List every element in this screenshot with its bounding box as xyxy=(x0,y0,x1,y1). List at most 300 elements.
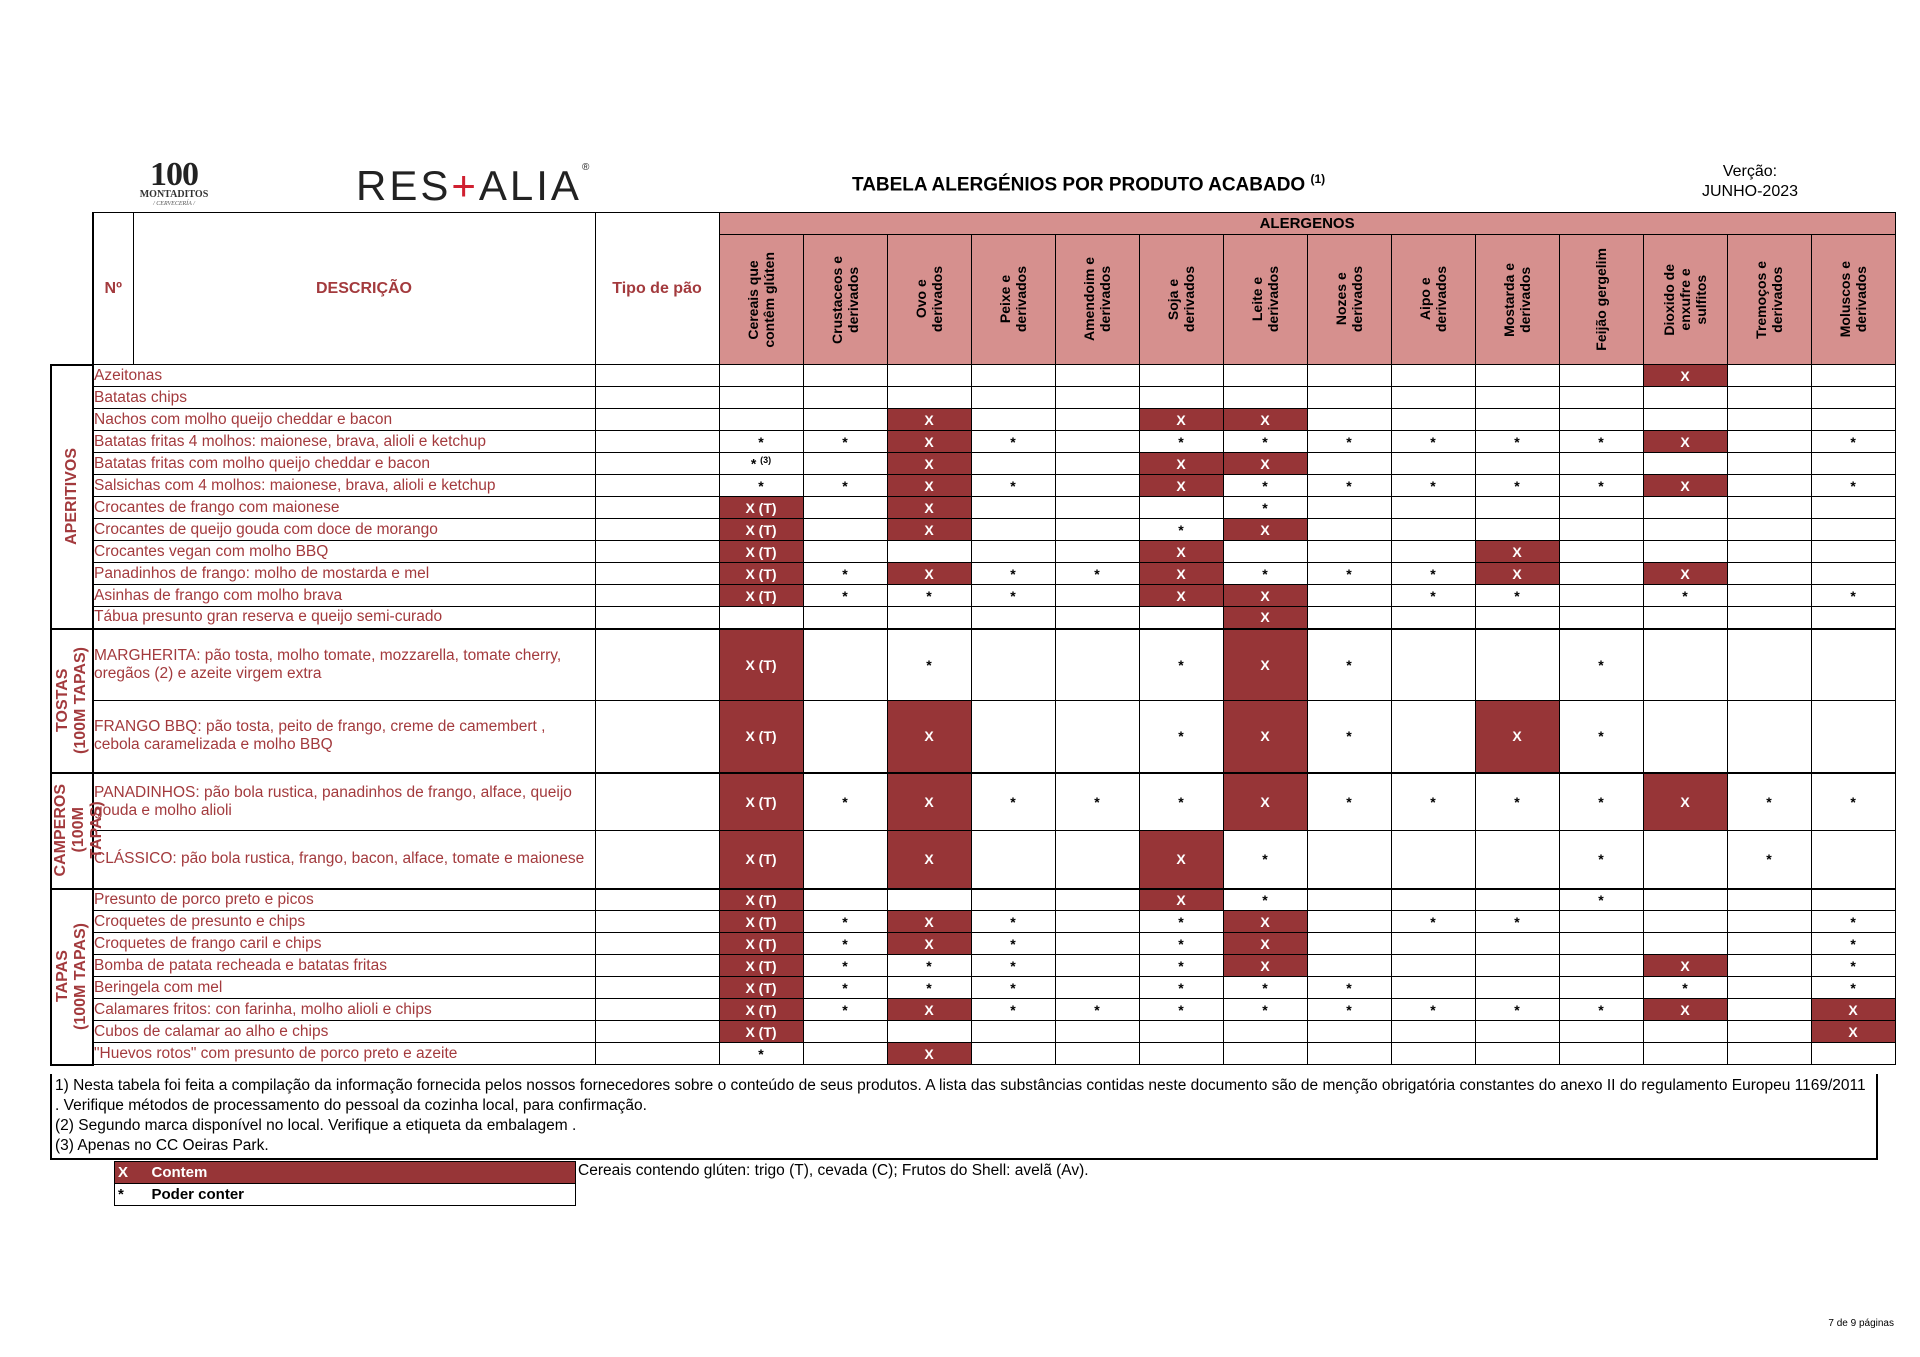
allergen-header xyxy=(719,235,803,365)
allergen-mark xyxy=(887,889,971,911)
allergen-mark: * xyxy=(1223,831,1307,889)
allergen-mark xyxy=(1727,541,1811,563)
category-label: APERITIVOS xyxy=(63,448,80,545)
product-description: Croquetes de frango caril e chips xyxy=(93,933,595,955)
allergen-mark xyxy=(1811,563,1895,585)
allergen-mark xyxy=(1559,955,1643,977)
allergen-mark xyxy=(1727,629,1811,701)
allergen-header xyxy=(1559,235,1643,365)
bread-type-cell xyxy=(595,977,719,999)
allergen-mark xyxy=(887,387,971,409)
allergen-mark xyxy=(1559,387,1643,409)
allergen-mark xyxy=(1139,365,1223,387)
allergen-mark xyxy=(887,607,971,629)
allergen-mark xyxy=(1307,955,1391,977)
col-number-header: Nº xyxy=(93,213,133,365)
allergen-mark: * xyxy=(1643,585,1727,607)
allergen-mark: * xyxy=(887,977,971,999)
bread-type-cell xyxy=(595,431,719,453)
allergen-mark: X (T) xyxy=(719,773,803,831)
allergen-mark: * xyxy=(1391,999,1475,1021)
table-row xyxy=(51,701,1895,773)
allergen-mark xyxy=(1811,387,1895,409)
allergen-mark xyxy=(1811,409,1895,431)
allergen-mark: * xyxy=(1223,475,1307,497)
allergen-mark xyxy=(1307,831,1391,889)
table-row xyxy=(51,1021,1895,1043)
product-description: Azeitonas xyxy=(93,365,595,387)
product-description: Nachos com molho queijo cheddar e bacon xyxy=(93,409,595,431)
allergen-mark: * xyxy=(1811,933,1895,955)
allergen-mark xyxy=(803,701,887,773)
allergen-mark xyxy=(1391,831,1475,889)
allergen-mark xyxy=(1307,933,1391,955)
allergen-mark: X xyxy=(1223,933,1307,955)
product-description: Presunto de porco preto e picos xyxy=(93,889,595,911)
allergen-header xyxy=(1223,235,1307,365)
allergen-header-label: Soja e derivados xyxy=(1165,266,1197,333)
allergen-mark xyxy=(1811,889,1895,911)
bread-type-cell xyxy=(595,933,719,955)
allergen-mark xyxy=(1475,889,1559,911)
allergen-mark xyxy=(1307,911,1391,933)
allergen-mark: * xyxy=(1223,497,1307,519)
allergen-mark xyxy=(1559,497,1643,519)
allergen-mark: X xyxy=(887,933,971,955)
allergen-mark xyxy=(1055,475,1139,497)
allergen-mark xyxy=(1727,409,1811,431)
product-description: Calamares fritos: con farinha, molho alioli e chips xyxy=(93,999,595,1021)
allergen-mark xyxy=(1139,387,1223,409)
allergen-mark: X xyxy=(1643,563,1727,585)
allergen-mark xyxy=(1727,475,1811,497)
allergen-mark xyxy=(1391,1021,1475,1043)
allergen-mark: X xyxy=(887,475,971,497)
product-description: Tábua presunto gran reserva e queijo semi-curado xyxy=(93,607,595,629)
category-cell xyxy=(51,629,93,773)
allergen-mark: * xyxy=(1139,933,1223,955)
product-description: Croquetes de presunto e chips xyxy=(93,911,595,933)
allergen-mark: * xyxy=(1727,773,1811,831)
category-cell xyxy=(51,889,93,1065)
allergen-mark xyxy=(1559,1043,1643,1065)
allergen-mark: * xyxy=(803,475,887,497)
allergen-mark: * xyxy=(1223,563,1307,585)
allergen-mark xyxy=(1727,933,1811,955)
allergen-mark xyxy=(719,387,803,409)
bread-type-cell xyxy=(595,453,719,475)
allergen-mark: * xyxy=(1559,475,1643,497)
cereal-note: Cereais contendo glúten: trigo (T), cevada (C); Frutos do Shell: avelã (Av). xyxy=(578,1162,1089,1179)
allergen-mark xyxy=(1643,453,1727,475)
allergen-mark: * xyxy=(803,911,887,933)
allergen-mark: * xyxy=(1139,629,1223,701)
allergen-mark: X (T) xyxy=(719,911,803,933)
product-description: Batatas fritas 4 molhos: maionese, brava, alioli e ketchup xyxy=(93,431,595,453)
table-row xyxy=(51,365,1895,387)
allergen-mark xyxy=(1307,365,1391,387)
allergen-mark: * xyxy=(719,431,803,453)
allergen-mark xyxy=(1223,1021,1307,1043)
allergen-mark xyxy=(971,387,1055,409)
allergen-mark: * xyxy=(1475,585,1559,607)
allergen-mark: * xyxy=(1223,431,1307,453)
allergen-mark xyxy=(1811,701,1895,773)
allergen-header xyxy=(1643,235,1727,365)
allergen-mark xyxy=(803,453,887,475)
allergen-mark: * xyxy=(971,933,1055,955)
allergen-header xyxy=(1475,235,1559,365)
bread-type-cell xyxy=(595,911,719,933)
bread-type-cell xyxy=(595,387,719,409)
allergen-mark: * xyxy=(1307,773,1391,831)
allergen-mark: * xyxy=(1475,911,1559,933)
table-row xyxy=(51,977,1895,999)
allergen-header-label: Dioxido de enxufre e sulfitos xyxy=(1661,263,1709,336)
allergen-mark xyxy=(971,519,1055,541)
allergen-mark xyxy=(1055,629,1139,701)
allergen-mark xyxy=(1055,387,1139,409)
allergen-mark xyxy=(1391,387,1475,409)
allergen-mark xyxy=(1055,541,1139,563)
allergen-mark: * xyxy=(1811,773,1895,831)
legend-x-symbol: X xyxy=(115,1162,149,1184)
allergen-mark xyxy=(1559,1021,1643,1043)
allergen-mark: X (T) xyxy=(719,541,803,563)
allergen-mark xyxy=(1391,607,1475,629)
allergen-mark xyxy=(1475,629,1559,701)
allergen-mark: X (T) xyxy=(719,889,803,911)
allergen-mark: * xyxy=(1811,977,1895,999)
allergen-mark: X xyxy=(1139,541,1223,563)
allergen-mark xyxy=(1727,585,1811,607)
allergen-mark xyxy=(1391,933,1475,955)
bread-type-cell xyxy=(595,999,719,1021)
allergen-mark: * xyxy=(1139,519,1223,541)
allergen-mark xyxy=(1223,365,1307,387)
allergen-mark xyxy=(1307,387,1391,409)
allergen-mark xyxy=(1643,1021,1727,1043)
allergen-mark: X xyxy=(1475,541,1559,563)
allergen-mark: X (T) xyxy=(719,497,803,519)
allergen-mark: X xyxy=(1223,955,1307,977)
allergen-mark: * xyxy=(803,999,887,1021)
allergen-mark xyxy=(971,1021,1055,1043)
footnote-1: 1) Nesta tabela foi feita a compilação da informação fornecida pelos nossos fornecedores sobre o conteúdo de seus produtos. A lista das substâncias contidas neste documento são de menção obrigatória constantes do anexo II do regulamento Europeu 1169/2011 . Verifique métodos de processamento do pessoal da cozinha local, para confirmação. xyxy=(55,1077,1866,1114)
allergen-mark: X xyxy=(1223,453,1307,475)
allergen-header-label: Tremoços e derivados xyxy=(1753,260,1785,339)
allergen-mark: X xyxy=(1139,889,1223,911)
logo-restalia: RES+ALIA® xyxy=(356,162,590,209)
allergen-mark xyxy=(1727,453,1811,475)
table-row xyxy=(51,1043,1895,1065)
allergen-mark xyxy=(1055,911,1139,933)
version-box xyxy=(1690,162,1810,202)
allergen-mark xyxy=(1055,453,1139,475)
allergen-mark: * xyxy=(719,1043,803,1065)
allergen-mark: X xyxy=(1223,911,1307,933)
bread-type-cell xyxy=(595,889,719,911)
table-row xyxy=(51,585,1895,607)
allergen-mark xyxy=(1559,409,1643,431)
product-description: CLÁSSICO: pão bola rustica, frango, bacon, alface, tomate e maionese xyxy=(93,831,595,889)
allergen-mark xyxy=(1643,629,1727,701)
bread-type-cell xyxy=(595,831,719,889)
allergen-mark xyxy=(1055,933,1139,955)
allergen-mark xyxy=(1391,629,1475,701)
allergen-mark xyxy=(1643,409,1727,431)
allergen-mark xyxy=(803,629,887,701)
bread-type-cell xyxy=(595,773,719,831)
allergen-mark: X xyxy=(1139,453,1223,475)
allergen-mark xyxy=(971,831,1055,889)
allergen-mark xyxy=(803,387,887,409)
allergen-mark xyxy=(1727,563,1811,585)
table-row xyxy=(51,607,1895,629)
allergen-mark xyxy=(1475,365,1559,387)
allergen-mark xyxy=(971,541,1055,563)
allergen-mark: * xyxy=(1307,629,1391,701)
allergen-mark xyxy=(1055,607,1139,629)
allergen-mark: * xyxy=(1307,701,1391,773)
allergen-header-label: Cereais que contêm glúten xyxy=(745,251,777,348)
bread-type-cell xyxy=(595,541,719,563)
allergen-mark: * xyxy=(1475,475,1559,497)
allergen-mark xyxy=(1559,365,1643,387)
allergen-mark xyxy=(1055,977,1139,999)
product-description: PANADINHOS: pão bola rustica, panadinhos de frango, alface, queijo gouda e molho alioli xyxy=(93,773,595,831)
allergen-mark xyxy=(1391,541,1475,563)
allergen-mark: X xyxy=(1643,475,1727,497)
allergen-mark: * xyxy=(1475,773,1559,831)
allergen-header xyxy=(803,235,887,365)
product-description: Beringela com mel xyxy=(93,977,595,999)
allergen-mark xyxy=(1391,1043,1475,1065)
allergen-mark xyxy=(971,453,1055,475)
product-description: Salsichas com 4 molhos: maionese, brava, alioli e ketchup xyxy=(93,475,595,497)
allergen-header-label: Leite e derivados xyxy=(1249,266,1281,333)
allergen-mark xyxy=(1223,387,1307,409)
allergen-mark: * xyxy=(1811,431,1895,453)
product-description: Crocantes de queijo gouda com doce de morango xyxy=(93,519,595,541)
allergen-mark xyxy=(1307,1021,1391,1043)
bread-type-cell xyxy=(595,955,719,977)
allergen-mark: * xyxy=(1391,475,1475,497)
allergen-table xyxy=(50,212,1896,1066)
allergen-mark: * xyxy=(803,563,887,585)
allergen-mark: * xyxy=(1139,773,1223,831)
bread-type-cell xyxy=(595,585,719,607)
allergen-mark: * xyxy=(1223,999,1307,1021)
allergen-mark xyxy=(1643,911,1727,933)
allergen-header-label: Moluscos e derivados xyxy=(1837,261,1870,338)
allergen-mark xyxy=(1475,955,1559,977)
allergen-mark xyxy=(1307,519,1391,541)
allergen-mark: X xyxy=(1223,629,1307,701)
bread-type-cell xyxy=(595,563,719,585)
allergen-mark xyxy=(1391,409,1475,431)
allergen-mark xyxy=(1475,497,1559,519)
footnote-2: (2) Segundo marca disponível no local. Verifique a etiqueta da embalagem . xyxy=(55,1117,577,1134)
allergen-mark: * xyxy=(1139,911,1223,933)
allergen-mark xyxy=(1643,607,1727,629)
allergen-mark xyxy=(1139,497,1223,519)
allergen-mark xyxy=(1643,541,1727,563)
allergen-mark: * xyxy=(1139,431,1223,453)
allergen-mark xyxy=(1055,955,1139,977)
allergen-mark xyxy=(1727,911,1811,933)
product-description: MARGHERITA: pão tosta, molho tomate, mozzarella, tomate cherry, oregãos (2) e azeite virgem extra xyxy=(93,629,595,701)
legend-star-label: Poder conter xyxy=(149,1184,576,1206)
product-description: Crocantes vegan com molho BBQ xyxy=(93,541,595,563)
allergen-mark xyxy=(1139,607,1223,629)
allergen-mark: * xyxy=(1139,701,1223,773)
category-label: TAPAS (100M TAPAS) xyxy=(54,923,89,1030)
allergen-mark xyxy=(1643,831,1727,889)
allergen-mark: * xyxy=(1475,999,1559,1021)
allergen-mark xyxy=(1811,519,1895,541)
allergen-mark xyxy=(971,629,1055,701)
allergen-header xyxy=(1055,235,1139,365)
table-row xyxy=(51,387,1895,409)
footnotes xyxy=(50,1074,1878,1160)
allergen-mark: X xyxy=(887,1043,971,1065)
allergen-mark: X xyxy=(1643,431,1727,453)
bread-type-cell xyxy=(595,629,719,701)
allergen-mark xyxy=(1391,977,1475,999)
allergen-header-label: Aipo e derivados xyxy=(1417,266,1449,333)
allergen-mark: * xyxy=(1727,831,1811,889)
allergen-mark xyxy=(1307,453,1391,475)
allergen-mark: * xyxy=(887,585,971,607)
allergen-mark: * xyxy=(803,977,887,999)
allergen-mark: X xyxy=(887,409,971,431)
allergen-mark xyxy=(971,1043,1055,1065)
product-description: Asinhas de frango com molho brava xyxy=(93,585,595,607)
allergen-mark xyxy=(1055,519,1139,541)
allergen-mark: X xyxy=(887,563,971,585)
allergen-mark xyxy=(1475,409,1559,431)
allergen-mark xyxy=(1475,831,1559,889)
allergen-mark: * xyxy=(719,475,803,497)
bread-type-cell xyxy=(595,1043,719,1065)
category-label: CAMPEROS (100M TAPAS) xyxy=(52,784,105,877)
version-label: Verção: xyxy=(1722,163,1778,180)
allergen-mark xyxy=(1811,453,1895,475)
allergen-mark: * xyxy=(1643,977,1727,999)
bread-type-cell xyxy=(595,475,719,497)
allergen-mark: * xyxy=(1559,773,1643,831)
allergen-mark: * xyxy=(1559,431,1643,453)
allergen-mark: * xyxy=(1391,911,1475,933)
allergen-mark: X xyxy=(1223,773,1307,831)
allergen-mark: * xyxy=(1223,889,1307,911)
allergen-mark xyxy=(803,1043,887,1065)
table-row xyxy=(51,453,1895,475)
allergen-mark: X (T) xyxy=(719,519,803,541)
allergen-mark xyxy=(1727,387,1811,409)
allergen-mark: * xyxy=(971,563,1055,585)
allergen-mark xyxy=(1307,497,1391,519)
allergen-mark: X xyxy=(1643,773,1727,831)
allergen-mark: * xyxy=(1559,629,1643,701)
table-row xyxy=(51,955,1895,977)
allergen-mark xyxy=(971,365,1055,387)
allergen-mark xyxy=(1727,519,1811,541)
allergen-mark xyxy=(1055,409,1139,431)
allergen-mark: * $^{(3)}$ xyxy=(719,453,803,475)
allergen-mark: * xyxy=(971,431,1055,453)
allergen-header xyxy=(1811,235,1895,365)
allergen-header-label: Amendoim e derivados xyxy=(1081,257,1113,342)
allergen-header xyxy=(887,235,971,365)
allergen-mark: * xyxy=(1307,999,1391,1021)
bread-type-cell xyxy=(595,701,719,773)
allergen-mark: X (T) xyxy=(719,585,803,607)
logo-100-montaditos: 100 MONTADITOS / CERVECERÍA / xyxy=(139,156,209,207)
bread-type-cell xyxy=(595,519,719,541)
allergen-mark: X xyxy=(1223,409,1307,431)
product-description: FRANGO BBQ: pão tosta, peito de frango, creme de camembert , cebola caramelizada e molho BBQ xyxy=(93,701,595,773)
allergen-header xyxy=(1307,235,1391,365)
allergen-mark xyxy=(1727,1021,1811,1043)
table-row xyxy=(51,999,1895,1021)
allergen-mark xyxy=(1475,519,1559,541)
allergen-mark: X xyxy=(887,701,971,773)
allergen-mark: * xyxy=(803,933,887,955)
allergen-mark xyxy=(1475,607,1559,629)
allergen-mark: * xyxy=(1559,889,1643,911)
allergen-mark: * xyxy=(1811,955,1895,977)
allergen-mark xyxy=(1475,1021,1559,1043)
bread-type-cell xyxy=(595,497,719,519)
product-description: Batatas chips xyxy=(93,387,595,409)
allergen-mark: * xyxy=(803,585,887,607)
allergen-mark xyxy=(1391,519,1475,541)
allergen-mark: * xyxy=(1391,563,1475,585)
allergen-mark xyxy=(1475,387,1559,409)
allergen-mark: X xyxy=(887,431,971,453)
allergen-mark: * xyxy=(1139,999,1223,1021)
product-description: Cubos de calamar ao alho e chips xyxy=(93,1021,595,1043)
allergen-mark xyxy=(1055,585,1139,607)
allergen-mark: * xyxy=(1307,563,1391,585)
allergen-mark: * xyxy=(1811,585,1895,607)
allergen-mark: * xyxy=(1307,431,1391,453)
allergen-mark xyxy=(1643,519,1727,541)
allergen-mark xyxy=(1727,701,1811,773)
product-description: "Huevos rotos" com presunto de porco preto e azeite xyxy=(93,1043,595,1065)
table-row xyxy=(51,563,1895,585)
table-row xyxy=(51,889,1895,911)
allergen-mark: X xyxy=(1643,999,1727,1021)
allergen-mark xyxy=(1727,607,1811,629)
allergen-mark: X (T) xyxy=(719,999,803,1021)
allergen-mark: X xyxy=(887,453,971,475)
allergen-mark: X xyxy=(887,497,971,519)
allergen-mark xyxy=(1391,453,1475,475)
allergen-mark xyxy=(1391,497,1475,519)
allergen-mark xyxy=(803,889,887,911)
allergen-mark xyxy=(719,365,803,387)
allergen-mark xyxy=(803,519,887,541)
allergen-mark: X (T) xyxy=(719,563,803,585)
allergen-mark xyxy=(1055,365,1139,387)
allergen-mark xyxy=(887,1021,971,1043)
allergen-mark: X xyxy=(1139,475,1223,497)
allergen-mark: * xyxy=(1811,911,1895,933)
allergen-header-label: Feijão gergelim xyxy=(1593,248,1609,351)
